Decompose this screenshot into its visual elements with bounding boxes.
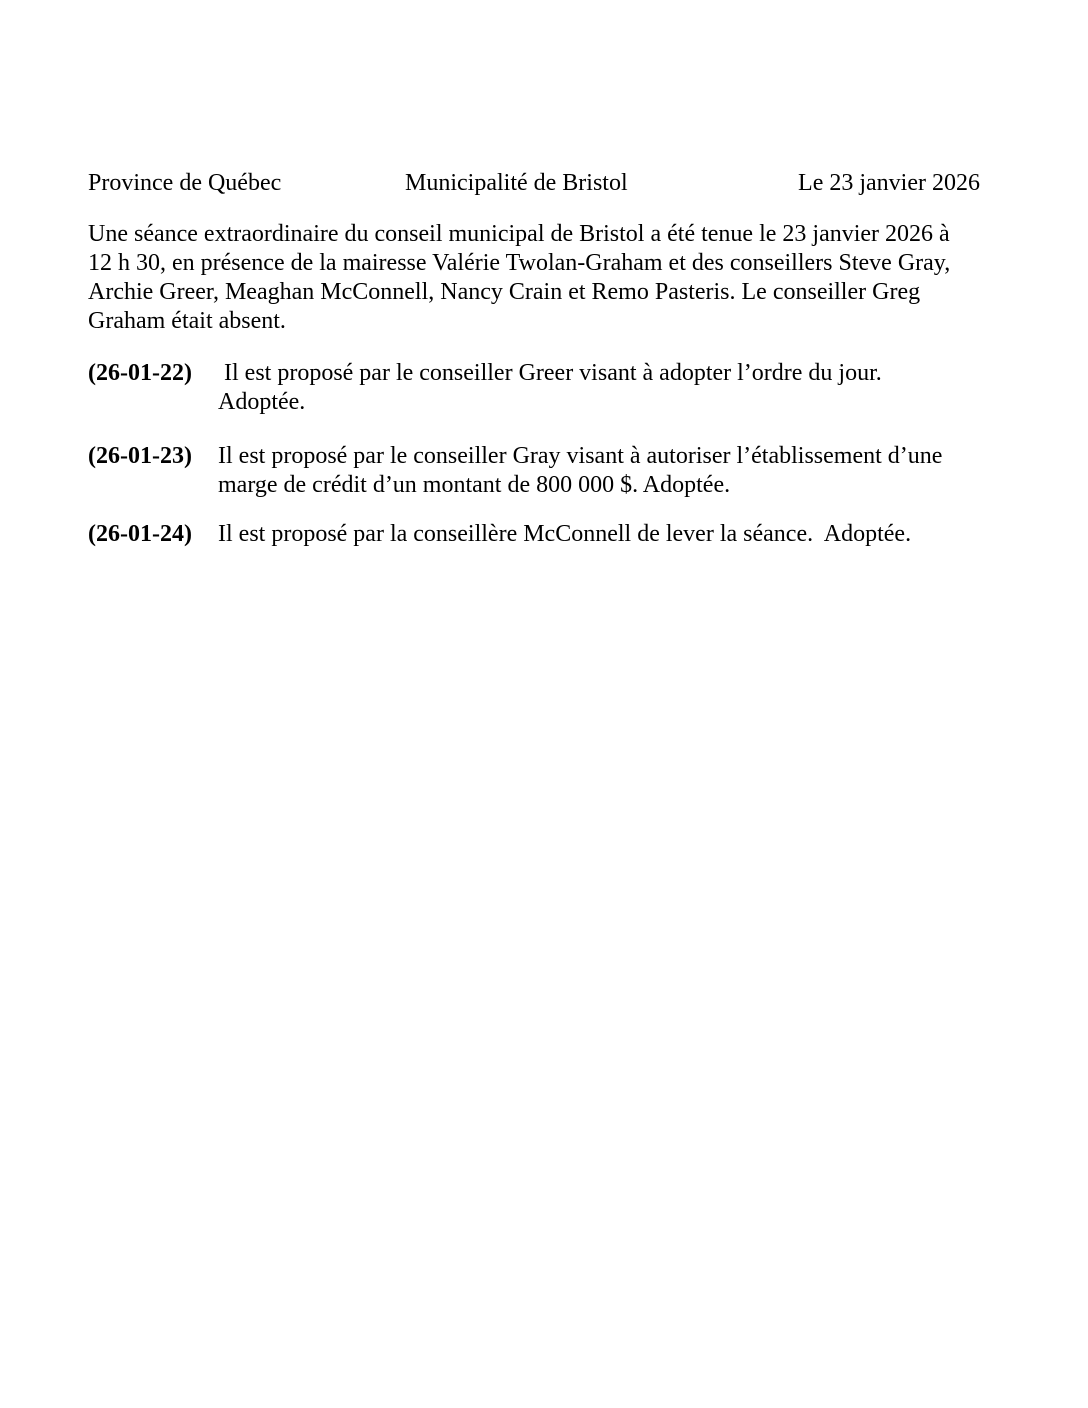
header-date: Le 23 janvier 2026 bbox=[798, 170, 980, 196]
resolution-number: (26-01-23) bbox=[88, 443, 192, 469]
resolution-number: (26-01-24) bbox=[88, 521, 192, 547]
resolution-text bbox=[218, 442, 980, 500]
resolution-line: Il est proposé par le conseiller Greer visant à adopter l’ordre du jour. bbox=[218, 360, 882, 386]
document-content bbox=[88, 169, 980, 549]
document-header bbox=[88, 169, 980, 198]
resolution-line: marge de crédit d’un montant de 800 000 $. Adoptée. bbox=[218, 472, 731, 498]
resolution-line: Il est proposé par la conseillère McConnell de lever la séance. Adoptée. bbox=[218, 521, 912, 547]
intro-line: Une séance extraordinaire du conseil municipal de Bristol a été tenue le 23 janvier 2026 à bbox=[88, 221, 950, 247]
intro-line: Graham était absent. bbox=[88, 308, 286, 334]
resolution-item bbox=[88, 359, 980, 417]
intro-line: Archie Greer, Meaghan McConnell, Nancy Crain et Remo Pasteris. Le conseiller Greg bbox=[88, 279, 921, 305]
intro-line: 12 h 30, en présence de la mairesse Valérie Twolan-Graham et des conseillers Steve Gray, bbox=[88, 250, 951, 276]
header-province: Province de Québec bbox=[88, 170, 282, 196]
resolution-item bbox=[88, 520, 980, 549]
resolution-line: Il est proposé par le conseiller Gray visant à autoriser l’établissement d’une bbox=[218, 443, 943, 469]
resolution-line: Adoptée. bbox=[218, 389, 306, 415]
resolution-text bbox=[218, 359, 980, 417]
intro-paragraph bbox=[88, 220, 980, 336]
resolution-item bbox=[88, 442, 980, 500]
header-municipality: Municipalité de Bristol bbox=[405, 170, 628, 196]
resolution-text bbox=[218, 520, 980, 549]
resolution-number: (26-01-22) bbox=[88, 360, 192, 386]
